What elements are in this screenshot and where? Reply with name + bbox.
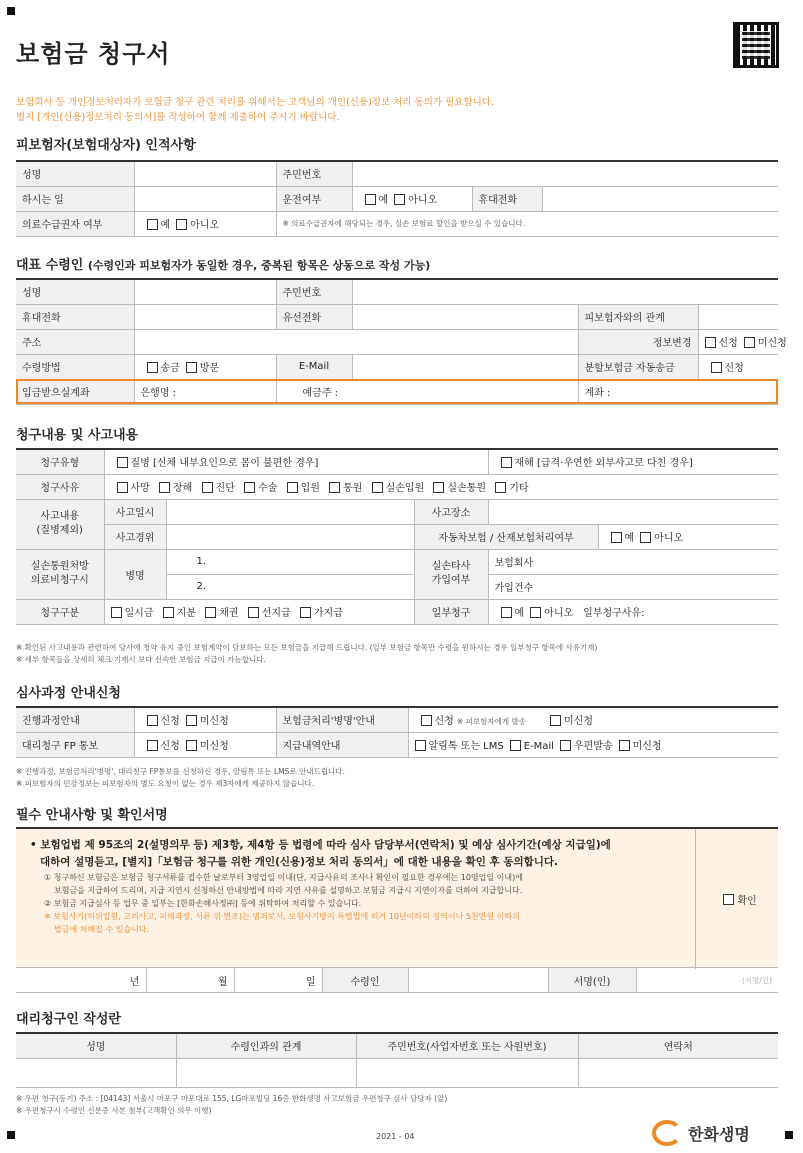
- reason-checkbox[interactable]: [117, 482, 128, 493]
- type-accident-checkbox[interactable]: [501, 457, 512, 468]
- medical-yes-checkbox[interactable]: [147, 219, 158, 230]
- car-no-checkbox[interactable]: [640, 532, 651, 543]
- agent-rrn-field[interactable]: [356, 1058, 578, 1087]
- split-apply-checkbox[interactable]: [711, 362, 722, 373]
- other-insurer-field[interactable]: 보험회사: [488, 549, 778, 574]
- receiver-rrn-field[interactable]: [352, 279, 778, 304]
- kind-options: 일시금 지분 채권 선지급 가지급: [104, 599, 414, 624]
- partial-reason-field[interactable]: 일부청구사유:: [583, 608, 645, 619]
- insured-phone-field[interactable]: [542, 186, 778, 211]
- accident-course-field[interactable]: [166, 524, 414, 549]
- version-label: 2021 - 04: [376, 1132, 415, 1141]
- receiver-tel-field[interactable]: [352, 304, 578, 329]
- corner-mark: [7, 1131, 15, 1139]
- insured-rrn-field[interactable]: [352, 161, 778, 186]
- hanwha-logo-icon: [652, 1120, 682, 1146]
- progress-apply-checkbox[interactable]: [147, 715, 158, 726]
- footer-notes: ※ 우편 청구(등기) 주소 : [04143] 서울시 마포구 마포대로 155, LG마포빌딩 16층 한화생명 사고보험금 우편청구 심사 담당자 (앞) ※ 우편청구시 수령인 신분증 사본 첨부(고객확인 의무 이행): [16, 1094, 448, 1115]
- fp-apply-checkbox[interactable]: [147, 740, 158, 751]
- page-title: 보험금 청구서: [16, 40, 171, 68]
- consent-notice: 보험회사 등 개인정보처리자가 보험금 청구 관련 처리를 위해서는 고객님의 개인(신용)정보 처리 동의가 필요합니다. 별지 [개인(신용)정보처리 동의서]를 작성하여 함께 제출하여 주시기 바랍니다.: [16, 97, 494, 123]
- brand-logo: 한화생명: [652, 1120, 750, 1146]
- partial-yes-checkbox[interactable]: [501, 607, 512, 618]
- partial-no-checkbox[interactable]: [530, 607, 541, 618]
- review-table: 진행과정안내 신청 미신청 보험금처리'병명'안내 신청 ※ 피보험자에게 발송 미신청 대리청구 FP 통보 신청 미신청 지급내역안내 알림톡 또는 LMS E-Mail 우편발송 미신청: [16, 706, 778, 758]
- agent-contact-field[interactable]: [578, 1058, 778, 1087]
- holder-field[interactable]: 예금주 :: [276, 379, 578, 404]
- account-row: 입금받으실계좌 은행명 : 예금주 : 계좌 :: [16, 379, 778, 404]
- email-field[interactable]: [352, 354, 578, 379]
- agent-name-field[interactable]: [16, 1058, 176, 1087]
- reason-checkbox[interactable]: [495, 482, 506, 493]
- insured-name-field[interactable]: [134, 161, 276, 186]
- payment-post-checkbox[interactable]: [560, 740, 571, 751]
- kind-checkbox[interactable]: [163, 607, 174, 618]
- bank-field[interactable]: 은행명 :: [134, 379, 276, 404]
- relation-field[interactable]: [698, 304, 778, 329]
- job-field[interactable]: [134, 186, 276, 211]
- corner-mark: [7, 7, 15, 15]
- progress-no-checkbox[interactable]: [186, 715, 197, 726]
- section-title-receiver: 대표 수령인 (수령인과 피보험자가 동일한 경우, 중복된 항목은 상동으로 작성 가능): [16, 258, 431, 273]
- confirm-checkbox[interactable]: [723, 894, 734, 905]
- kind-checkbox[interactable]: [248, 607, 259, 618]
- address-field[interactable]: [134, 329, 578, 354]
- info-change-no-checkbox[interactable]: [744, 337, 755, 348]
- account-number-field[interactable]: 계좌 :: [578, 379, 778, 404]
- receiver-table: 성명 주민번호 휴대전화 유선전화 피보험자와의 관계 주소 정보변경 신청 미신청 수령방법 송금 방문 E-Mail 분할보험금 자동송금 신청 입금받으실계좌 은행명 : 예금주 : 계좌 :: [16, 278, 778, 405]
- section-title-insured: 피보험자(보험대상자) 인적사항: [16, 138, 196, 153]
- process-apply-checkbox[interactable]: [421, 715, 432, 726]
- payment-email-checkbox[interactable]: [510, 740, 521, 751]
- disease-name-field-2[interactable]: 2.: [166, 574, 414, 599]
- insured-table: 성명 주민번호 하시는 일 운전여부 예 아니오 휴대전화 의료수급권자 여부 예 아니오 ※ 의료수급권자에 해당되는 경우, 실손 보험료 할인을 받으실 수 있습니다.: [16, 160, 778, 237]
- reason-checkbox[interactable]: [244, 482, 255, 493]
- kind-checkbox[interactable]: [205, 607, 216, 618]
- reason-checkbox[interactable]: [433, 482, 444, 493]
- kind-checkbox[interactable]: [300, 607, 311, 618]
- disease-name-field-1[interactable]: 1.: [166, 549, 414, 574]
- medical-no-checkbox[interactable]: [176, 219, 187, 230]
- review-notes: ※ 진행과정, 보험금처리'병명', 대리청구 FP통보를 신청하신 경우, 알림톡 또는 LMS로 안내드립니다. ※ 피보험자의 민감정보는 피보험자의 별도 요청이 없는 경우 제3자에게 제공하지 않습니다.: [16, 767, 345, 788]
- reason-checkbox[interactable]: [329, 482, 340, 493]
- receiver-sign-name-field[interactable]: [408, 968, 548, 993]
- method-visit-checkbox[interactable]: [186, 362, 197, 373]
- section-title-agent: 대리청구인 작성란: [16, 1012, 121, 1027]
- reason-checkbox[interactable]: [159, 482, 170, 493]
- section-title-claim: 청구내용 및 사고내용: [16, 428, 139, 443]
- method-remit-checkbox[interactable]: [147, 362, 158, 373]
- signature-field[interactable]: (서명/인): [636, 968, 778, 993]
- receiver-name-field[interactable]: [134, 279, 276, 304]
- agent-relation-field[interactable]: [176, 1058, 356, 1087]
- driving-yes-checkbox[interactable]: [365, 194, 376, 205]
- process-no-checkbox[interactable]: [550, 715, 561, 726]
- accident-date-field[interactable]: [166, 499, 414, 524]
- payment-no-checkbox[interactable]: [619, 740, 630, 751]
- type-disease-checkbox[interactable]: [117, 457, 128, 468]
- claim-notes: ※ 확인된 사고내용과 관련하여 당사에 청약 유지 중인 보험계약이 담보하는 모든 보험금을 지급해 드립니다. (일부 보험금 항목만 수령을 원하시는 경우 일부청구 항목에 사유기재) ※ 세부 항목들을 상세히 체크·기재시 보다 신속한 보험금 지급이 가능합니다.: [16, 643, 598, 664]
- reason-checkbox[interactable]: [372, 482, 383, 493]
- corner-mark: [785, 1131, 793, 1139]
- claim-table: 청구유형 질병 [신체 내부요인으로 몸이 불편한 경우] 재해 [급격·우연한 외부사고로 다친 경우] 청구사유 사망 장해 진단 수술 입원 통원 실손입원 실손통원 기타 사고내용 (질병제외) 사고일시 사고장소 사고경위 자동차보험 / 산재보험처리여부 예 아니오 실손통원처방 의료비청구시 병명 1. 실손타사 가입여부 보험회사 2. 가입건수 청구구분 일시금 지분 채권 선지급 가지급 일부청구 예 아니오 일부청구사유:: [16, 448, 778, 625]
- payment-lms-checkbox[interactable]: [415, 740, 426, 751]
- car-yes-checkbox[interactable]: [611, 532, 622, 543]
- accident-place-field[interactable]: [488, 499, 778, 524]
- receiver-phone-field[interactable]: [134, 304, 276, 329]
- other-count-field[interactable]: 가입건수: [488, 574, 778, 599]
- kind-checkbox[interactable]: [111, 607, 122, 618]
- section-title-confirm: 필수 안내사항 및 확인서명: [16, 808, 168, 823]
- reason-checkbox[interactable]: [202, 482, 213, 493]
- driving-no-checkbox[interactable]: [394, 194, 405, 205]
- agent-table: 성명 수령인과의 관계 주민번호(사업자번호 또는 사원번호) 연락처: [16, 1032, 778, 1088]
- reason-options: 사망 장해 진단 수술 입원 통원 실손입원 실손통원 기타: [104, 474, 778, 499]
- info-change-apply-checkbox[interactable]: [705, 337, 716, 348]
- signature-table: 년 월 일 수령인 서명(인) (서명/인): [16, 967, 778, 993]
- confirm-box: • 보험업법 제 95조의 2(설명의무 등) 제3항, 제4항 등 법령에 따라 심사 담당부서(연락처) 및 예상 심사기간(예상 지급일)에 대하여 설명듣고, [별지]「보험금 청구를 위한 개인(신용)정보 처리 동의서」에 대한 내용을 확인 후 동의합니다. ① 청구하신 보험금은 보험금 청구서류를 접수한 날로부터 3영업일 이내(단, 지급사유의 조사나 확인이 필요한 경우에는 10영업일 이내)에 보험금을 지급하여 드리며, 지급 지연시 신청하신 안내방법에 따라 지연 사유를 설명하고 보험금 지급시 지연이자를 더하여 지급합니다. ② 보험금 지급심사 등 업무 중 일부는 [한화손해사정㈜] 등에 위탁하여 처리할 수 있습니다. ※ 보험사기(허위입원, 고의사고, 피해과장, 서류 위·변조)는 범죄로서, 보험사기방지 특별법에 의거 10년이하의 징역이나 5천만원 이하의 벌금에 처해질 수 있습니다. 확인: [16, 827, 778, 967]
- section-title-review: 심사과정 안내신청: [16, 686, 121, 701]
- fp-no-checkbox[interactable]: [186, 740, 197, 751]
- qr-code-icon: [733, 22, 779, 68]
- reason-checkbox[interactable]: [287, 482, 298, 493]
